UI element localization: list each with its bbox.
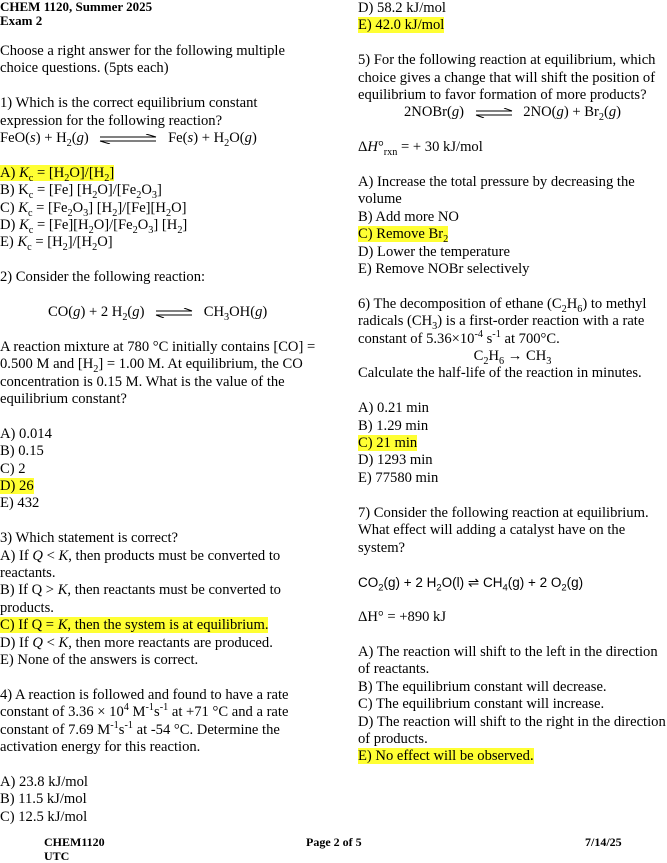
q7-option-c[interactable]: C) The equilibrium constant will increase.	[358, 696, 605, 713]
q4-option-a[interactable]: A) 23.8 kJ/mol	[0, 773, 88, 790]
q3-option-d[interactable]: D) If Q < K, then more reactants are produced.	[0, 634, 273, 651]
q5-equation: 2NOBr(g) $2NO(g) + Br_2(g)$	[404, 104, 621, 124]
q6-ask: Calculate the half-life of the reaction in minutes.	[358, 365, 642, 382]
exam-title: Exam 2	[0, 13, 43, 28]
q3-option-c[interactable]: C) If Q = K, then the system is at equilibrium.	[0, 617, 269, 634]
q6-option-d[interactable]: D) 1293 min	[358, 452, 433, 469]
q6-option-c[interactable]: C) 21 min	[358, 435, 418, 452]
q7-option-e[interactable]: E) No effect will be observed.	[358, 748, 534, 765]
q4-option-e[interactable]: E) 42.0 kJ/mol	[358, 17, 445, 34]
q4-option-b[interactable]: B) 11.5 kJ/mol	[0, 791, 87, 808]
q4-stem: 4) A reaction is followed and found to have a rate constant of $3.36 \times 10^4$ $M^{-1}s^{-1}$ at +71 °C and a rate constant of 7.69 $M^{-1}s^{-1}$ at -54 °C. Determine the activation energy for this reaction.	[0, 686, 289, 756]
q7-reaction: $CO_2(g) + 2$ $H_2O(l)$ ⇌ $CH_4(g) + 2$ $O_2(g)$	[358, 575, 584, 594]
q5-option-c[interactable]: C) Remove $Br_2$	[358, 226, 449, 246]
q2-option-b[interactable]: B) 0.15	[0, 443, 44, 460]
q5-option-a[interactable]: A) Increase the total pressure by decreasing the volume	[358, 174, 635, 208]
q1-option-e[interactable]: E) $K_c = [H_2]/[H_2O]$	[0, 234, 113, 254]
q7-option-b[interactable]: B) The equilibrium constant will decrease.	[358, 678, 607, 695]
q3-option-a[interactable]: A) If Q < K, then products must be converted to reactants.	[0, 547, 281, 582]
q2-option-d[interactable]: D) 26	[0, 478, 34, 495]
q2-equation: CO(g) + 2 $H_2(g)$ $CH_3OH(g)$	[48, 304, 268, 323]
q2-body: A reaction mixture at 780 °C initially contains [CO] = 0.500 M and $[H_2] = 1.00$ M. At equilibrium, the CO concentration is 0.15 M. What is the value of the equilibrium constant?	[0, 338, 316, 408]
q4-option-d[interactable]: D) 58.2 kJ/mol	[358, 0, 446, 16]
q6-option-e[interactable]: E) 77580 min	[358, 469, 439, 486]
q7-stem: 7) Consider the following reaction at equilibrium. What effect will adding a catalyst have on the system?	[358, 504, 649, 556]
q7-option-a[interactable]: A) The reaction will shift to the left in the direction of reactants.	[358, 643, 658, 678]
q7-option-d[interactable]: D) The reaction will shift to the right in the direction of products.	[358, 713, 666, 747]
q1-equation: $FeO(s) + H_2(g) Fe(s) + H_2O(g)$	[0, 130, 257, 149]
footer-left: CHEM1120 UTC	[44, 835, 105, 863]
equilibrium-arrow-icon	[474, 108, 514, 118]
left-column	[0, 0, 318, 826]
q4-option-c[interactable]: C) 12.5 kJ/mol	[0, 808, 88, 825]
right-column	[358, 0, 667, 766]
q3-option-b[interactable]: B) If Q > K, then reactants must be converted to products.	[0, 582, 281, 616]
q6-option-a[interactable]: A) 0.21 min	[358, 400, 429, 417]
q6-stem: 6) The decomposition of ethane $(C_2H_6)$ to methyl radicals $(CH_3)$ is a first-order reaction with a rate constant of $5.36\times 10^{-4}$ $s^{-1}$ at 700°C.	[358, 295, 647, 347]
q5-stem: 5) For the following reaction at equilibrium, which choice gives a change that will shift the position of equilibrium to favor formation of more products?	[358, 52, 656, 104]
q5-option-b[interactable]: B) Add more NO	[358, 208, 459, 225]
q1-option-d[interactable]: D) $K_c = [Fe][H_2O]/[Fe_2O_3]$ $[H_2]$	[0, 217, 188, 236]
q1-stem: 1) Which is the correct equilibrium constant expression for the following reaction?	[0, 95, 258, 129]
q1-option-a[interactable]: A) $K_c = [H_2O]/[H_2]$	[0, 164, 115, 184]
footer-date: 7/14/25	[585, 835, 622, 849]
q2-stem: 2) Consider the following reaction:	[0, 269, 206, 286]
q7-enthalpy: ΔH° = +890 kJ	[358, 609, 447, 626]
q3-option-e[interactable]: E) None of the answers is correct.	[0, 652, 199, 669]
course-title: CHEM 1120, Summer 2025	[0, 0, 153, 14]
q1-option-c[interactable]: C) $K_c = [Fe_2O_3]$ $[H_2]/[Fe][H_2O]$	[0, 199, 187, 219]
q3-stem: 3) Which statement is correct?	[0, 530, 179, 547]
q5-option-e[interactable]: E) Remove NOBr selectively	[358, 261, 530, 278]
q6-option-b[interactable]: B) 1.29 min	[358, 417, 429, 434]
equilibrium-arrow-icon	[98, 134, 158, 144]
q1-option-b[interactable]: B) $K_c = [Fe]$ $[H_2O]/[Fe_2O_3]$	[0, 182, 162, 202]
q2-option-e[interactable]: E) 432	[0, 495, 40, 512]
instructions: Choose a right answer for the following multiple choice questions. (5pts each)	[0, 43, 285, 77]
footer-page-number: Page 2 of 5	[306, 835, 362, 849]
q5-enthalpy: $\Delta H^\circ_{rxn}$ = + 30 kJ/mol	[358, 139, 483, 159]
q6-reaction: $C_2H_6 \to CH_3$	[473, 348, 552, 367]
equilibrium-arrow-icon	[154, 308, 194, 318]
q2-option-c[interactable]: C) 2	[0, 460, 26, 477]
q5-option-d[interactable]: D) Lower the temperature	[358, 243, 510, 260]
q2-option-a[interactable]: A) 0.014	[0, 425, 52, 442]
